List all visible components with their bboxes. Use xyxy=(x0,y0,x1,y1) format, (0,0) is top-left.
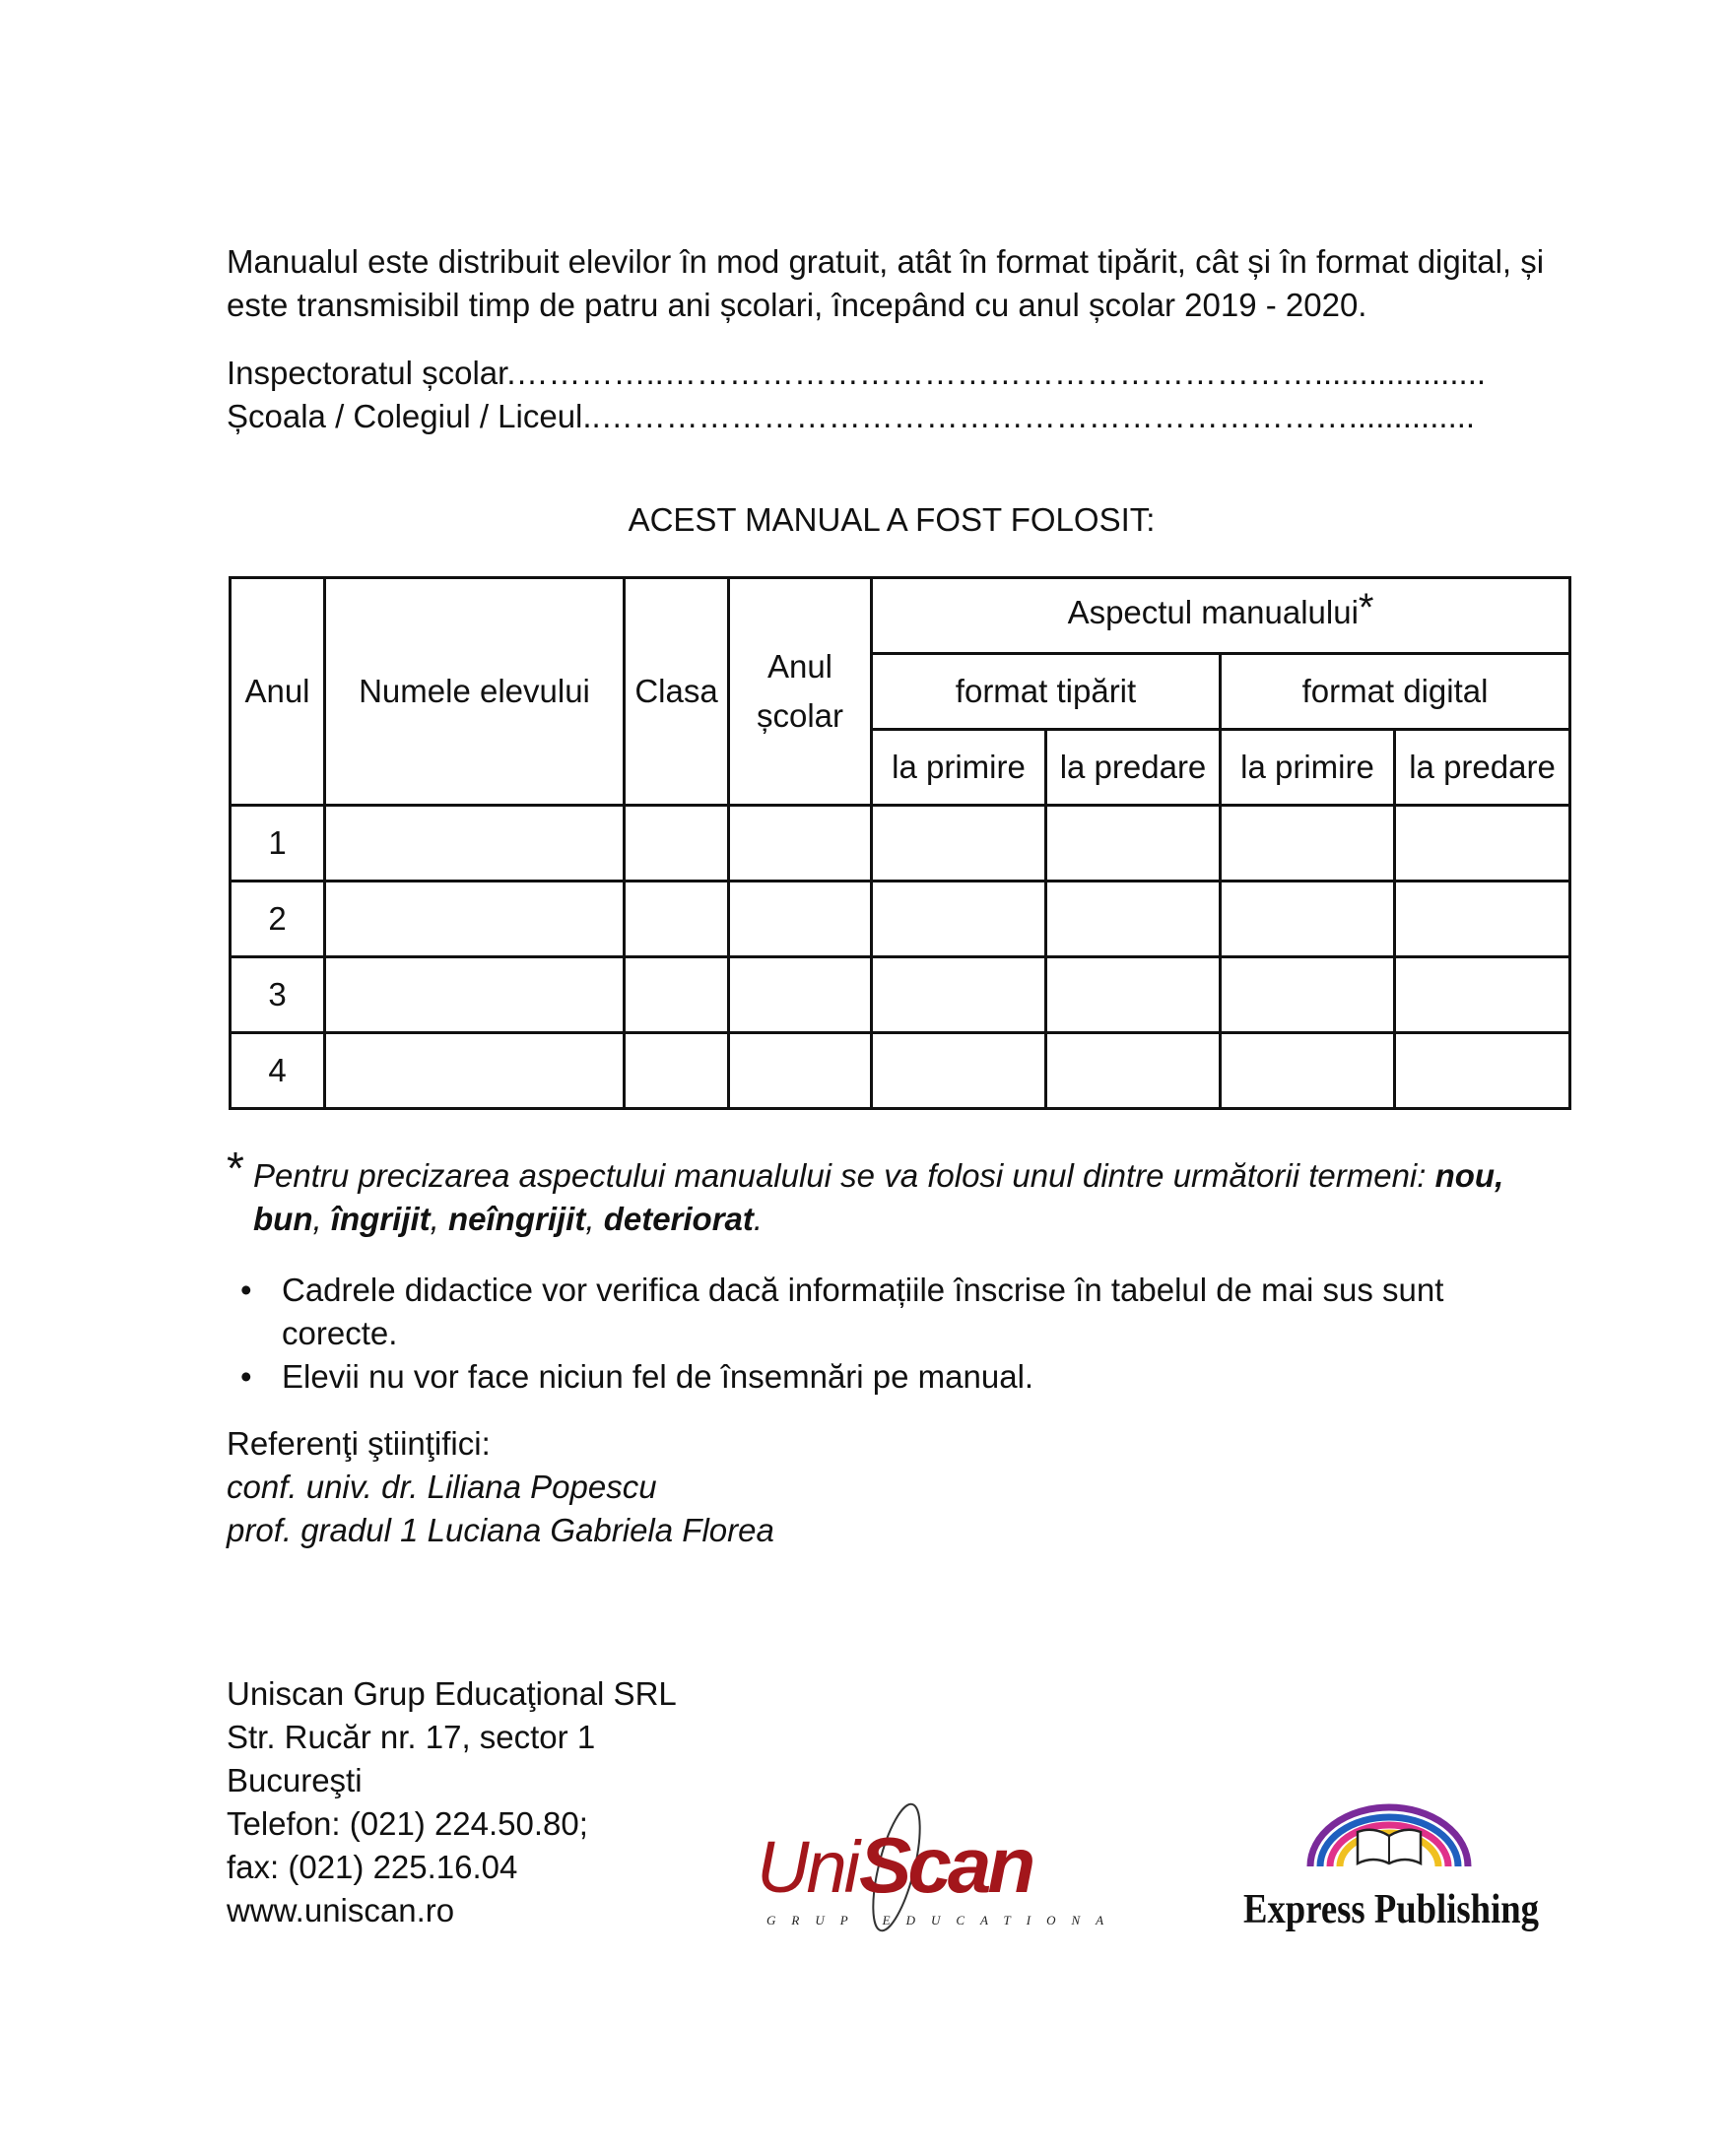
cell-anul-scolar[interactable] xyxy=(729,957,872,1033)
term-separator: , xyxy=(1495,1157,1504,1194)
cell-tiparit-predare[interactable] xyxy=(1046,882,1221,957)
publisher-city: Bucureşti xyxy=(227,1762,363,1798)
publisher-street: Str. Rucăr nr. 17, sector 1 xyxy=(227,1719,596,1755)
term-end: . xyxy=(753,1201,764,1237)
cell-clasa[interactable] xyxy=(625,1033,729,1109)
footnote-star: * xyxy=(227,1143,244,1194)
express-publishing-logo xyxy=(1231,1793,1557,1940)
express-publishing-text: Express Publishing xyxy=(1243,1887,1539,1932)
cell-tiparit-primire[interactable] xyxy=(872,882,1046,957)
cell-tiparit-primire[interactable] xyxy=(872,1033,1046,1109)
footnote-intro: Pentru precizarea aspectului manualului se va folosi unul dintre următorii termeni: xyxy=(253,1157,1435,1194)
uniscan-uni-text: Uni xyxy=(757,1826,858,1908)
header-format-tiparit: format tipărit xyxy=(872,654,1221,730)
note-text: Cadrele didactice vor verifica dacă informațiile înscrise în tabelul de mai sus sunt corecte. xyxy=(282,1272,1444,1351)
publisher-fax: fax: (021) 225.16.04 xyxy=(227,1849,518,1885)
cell-digital-primire[interactable] xyxy=(1221,957,1395,1033)
inspectorat-field[interactable]: Inspectoratul școlar.…………..……………………………………………………................... xyxy=(227,355,1487,391)
cell-tiparit-primire[interactable] xyxy=(872,957,1046,1033)
cell-digital-predare[interactable] xyxy=(1395,806,1570,882)
cell-numele[interactable] xyxy=(325,1033,625,1109)
header-aspectul-text: Aspectul manualului xyxy=(1067,593,1359,630)
uniscan-logo-graphic xyxy=(749,1798,1113,1946)
note-text: Elevii nu vor face niciun fel de însemnări pe manual. xyxy=(282,1358,1034,1395)
cell-anul-scolar[interactable] xyxy=(729,806,872,882)
header-anul: Anul xyxy=(231,578,325,806)
row-number: 2 xyxy=(231,882,325,957)
cell-tiparit-predare[interactable] xyxy=(1046,1033,1221,1109)
cell-clasa[interactable] xyxy=(625,882,729,957)
term-neingrijit: neîngrijit xyxy=(448,1201,586,1237)
express-logo-graphic xyxy=(1231,1793,1557,1940)
row-number: 4 xyxy=(231,1033,325,1109)
scoala-field[interactable]: Școala / Colegiul / Liceul..…………………………………………………………….............. xyxy=(227,398,1476,434)
cell-tiparit-predare[interactable] xyxy=(1046,806,1221,882)
list-item xyxy=(227,1355,1537,1399)
table-title: ACEST MANUAL A FOST FOLOSIT: xyxy=(628,501,1156,538)
notes-list xyxy=(227,1269,1537,1399)
table-row xyxy=(231,806,1570,882)
usage-table xyxy=(229,576,1571,1110)
cell-digital-primire[interactable] xyxy=(1221,806,1395,882)
header-anul-scolar-text: Anul școlar xyxy=(756,648,844,734)
cell-clasa[interactable] xyxy=(625,957,729,1033)
table-row xyxy=(231,957,1570,1033)
header-numele-elevului: Numele elevului xyxy=(325,578,625,806)
bullet-icon: • xyxy=(240,1358,252,1395)
scientific-referees xyxy=(227,1422,1113,1552)
cell-numele[interactable] xyxy=(325,957,625,1033)
bullet-icon: • xyxy=(240,1272,252,1308)
list-item xyxy=(227,1269,1537,1355)
header-clasa: Clasa xyxy=(625,578,729,806)
publisher-phone: Telefon: (021) 224.50.80; xyxy=(227,1805,588,1842)
cell-numele[interactable] xyxy=(325,882,625,957)
uniscan-logo xyxy=(749,1798,1113,1946)
table-row xyxy=(231,882,1570,957)
referee-1: conf. univ. dr. Liliana Popescu xyxy=(227,1469,657,1505)
header-aspectul-manualului xyxy=(872,578,1570,654)
header-la-predare-digital: la predare xyxy=(1395,730,1570,806)
cell-tiparit-primire[interactable] xyxy=(872,806,1046,882)
header-anul-scolar xyxy=(729,578,872,806)
term-deteriorat: deteriorat xyxy=(603,1201,754,1237)
cell-anul-scolar[interactable] xyxy=(729,882,872,957)
uniscan-scan-text: Scan xyxy=(859,1821,1032,1909)
referees-label: Referenţi ştiinţifici: xyxy=(227,1425,491,1462)
term-bun: bun xyxy=(253,1201,313,1237)
term-separator: , xyxy=(430,1201,448,1237)
referee-2: prof. gradul 1 Luciana Gabriela Florea xyxy=(227,1512,774,1548)
cell-digital-predare[interactable] xyxy=(1395,957,1570,1033)
cell-digital-predare[interactable] xyxy=(1395,1033,1570,1109)
cell-digital-primire[interactable] xyxy=(1221,1033,1395,1109)
footnote xyxy=(227,1143,1537,1241)
header-la-primire-tiparit: la primire xyxy=(872,730,1046,806)
header-aspect-star: * xyxy=(1358,585,1374,629)
term-ingrijit: îngrijit xyxy=(330,1201,431,1237)
cell-digital-predare[interactable] xyxy=(1395,882,1570,957)
table-row xyxy=(231,1033,1570,1109)
term-nou: nou xyxy=(1434,1157,1496,1194)
form-fields xyxy=(227,352,1537,438)
header-la-primire-digital: la primire xyxy=(1221,730,1395,806)
intro-paragraph: Manualul este distribuit elevilor în mod gratuit, atât în format tipărit, cât și în format digital, și este transmisibil timp de patru ani școlari, începând cu anul școlar 2019 - 2020. xyxy=(227,243,1545,323)
footnote-text xyxy=(227,1154,1537,1241)
uniscan-sub-text: GRUP EDUCATIONAL xyxy=(766,1913,1113,1927)
header-format-digital: format digital xyxy=(1221,654,1570,730)
publisher-name: Uniscan Grup Educaţional SRL xyxy=(227,1675,677,1712)
cell-digital-primire[interactable] xyxy=(1221,882,1395,957)
cell-numele[interactable] xyxy=(325,806,625,882)
cell-tiparit-predare[interactable] xyxy=(1046,957,1221,1033)
header-la-predare-tiparit: la predare xyxy=(1046,730,1221,806)
term-separator: , xyxy=(585,1201,604,1237)
cell-anul-scolar[interactable] xyxy=(729,1033,872,1109)
cell-clasa[interactable] xyxy=(625,806,729,882)
row-number: 1 xyxy=(231,806,325,882)
term-separator: , xyxy=(312,1201,331,1237)
row-number: 3 xyxy=(231,957,325,1033)
publisher-web[interactable]: www.uniscan.ro xyxy=(227,1892,455,1928)
